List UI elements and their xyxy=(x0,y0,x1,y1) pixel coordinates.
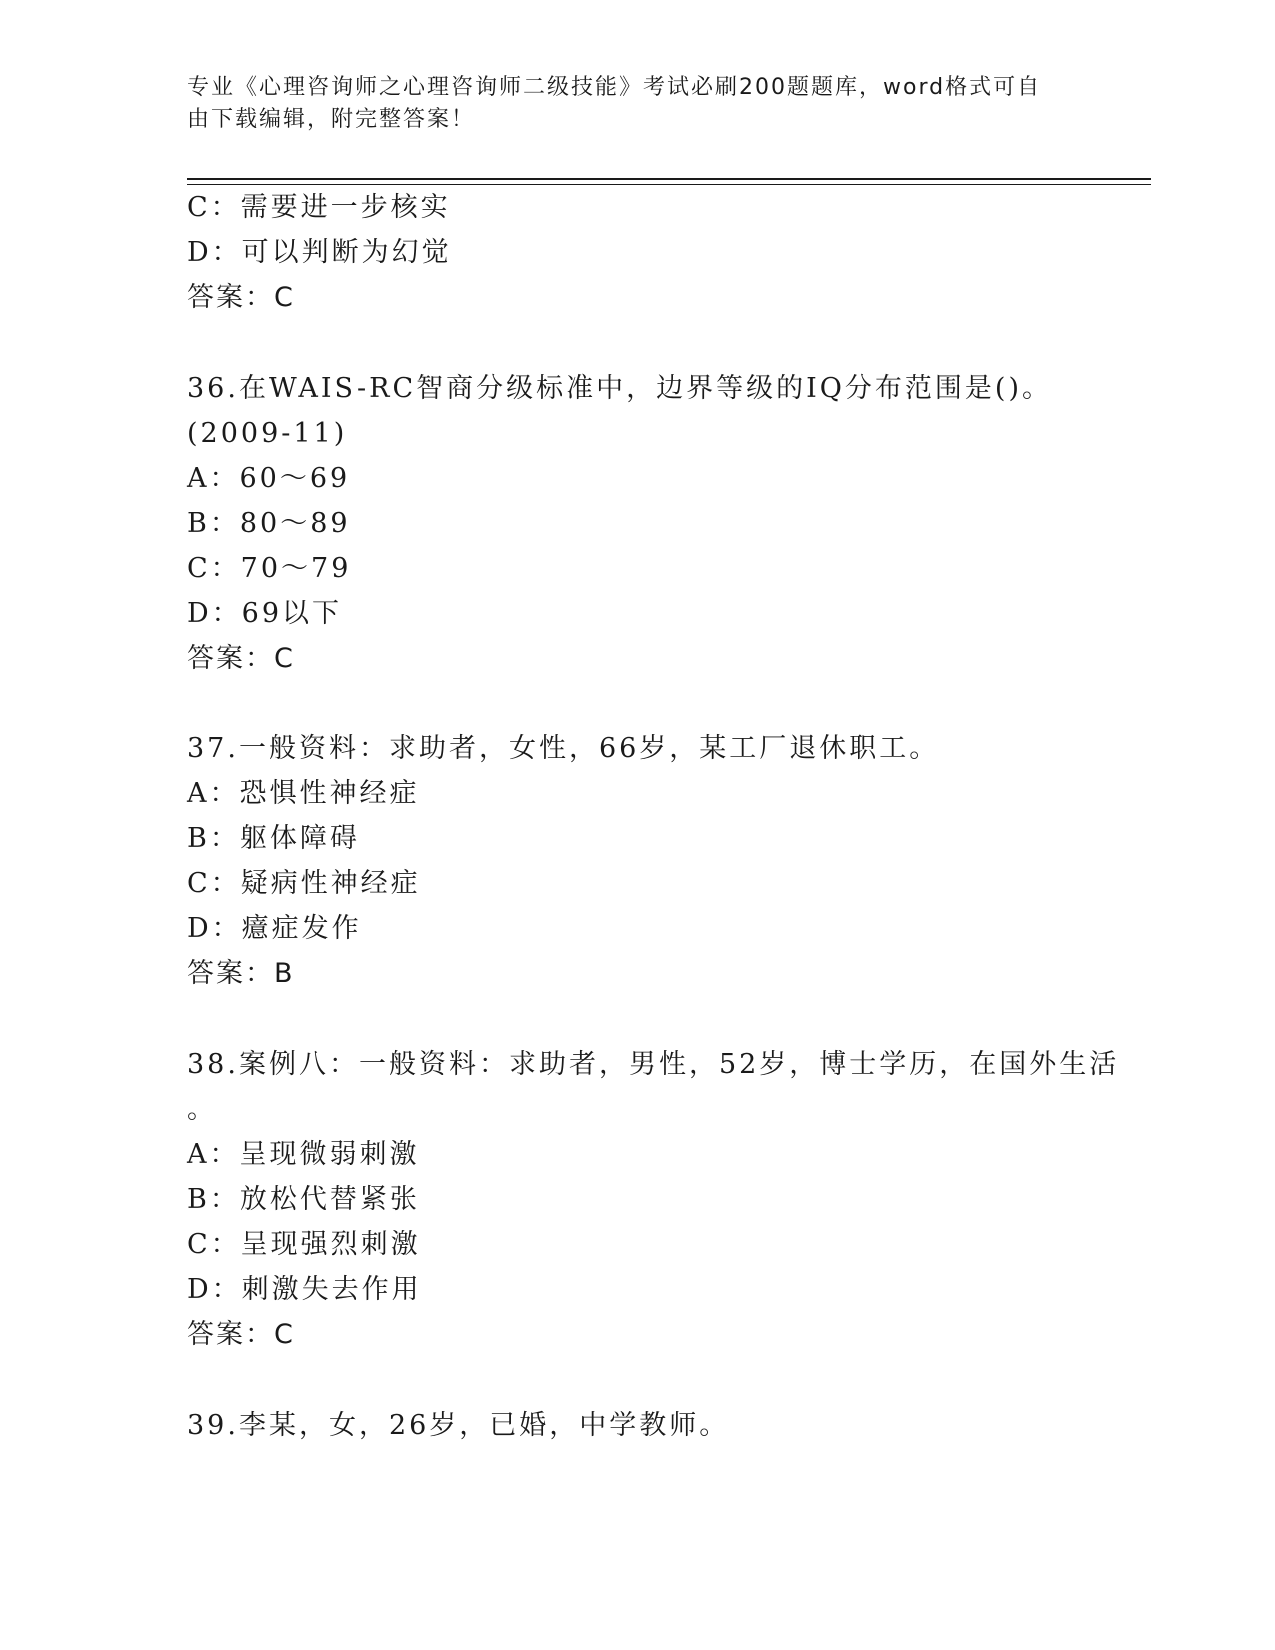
q35-answer: 答案：C xyxy=(187,282,295,313)
header-divider-thick xyxy=(187,178,1151,180)
q36-stem: 36.在WAIS-RC智商分级标准中，边界等级的IQ分布范围是()。 xyxy=(187,373,1052,404)
q37-option-c: C：疑病性神经症 xyxy=(187,868,421,899)
header-divider-thin xyxy=(187,184,1151,185)
header-line-1: 专业《心理咨询师之心理咨询师二级技能》考试必刷200题题库，word格式可自 xyxy=(187,75,1042,100)
q38-stem: 38.案例八：一般资料：求助者，男性，52岁，博士学历，在国外生活 xyxy=(187,1049,1120,1080)
q38-answer: 答案：C xyxy=(187,1319,295,1350)
header-line-2: 由下载编辑，附完整答案！ xyxy=(187,107,476,132)
q36-option-d: D：69以下 xyxy=(187,598,343,629)
q35-option-d: D：可以判断为幻觉 xyxy=(187,237,452,268)
q39-stem: 39.李某，女，26岁，已婚，中学教师。 xyxy=(187,1410,730,1441)
q37-option-a: A：恐惧性神经症 xyxy=(187,778,420,809)
q38-option-d: D：刺激失去作用 xyxy=(187,1274,422,1305)
document-header xyxy=(187,72,1067,136)
q38-option-a: A：呈现微弱刺激 xyxy=(187,1139,420,1170)
q36-stem-continued: (2009-11) xyxy=(187,418,348,449)
q36-option-a: A：60～69 xyxy=(187,463,351,494)
q35-option-c: C：需要进一步核实 xyxy=(187,192,451,223)
q37-option-b: B：躯体障碍 xyxy=(187,823,360,854)
q36-option-b: B：80～89 xyxy=(187,508,351,539)
q36-option-c: C：70～79 xyxy=(187,553,352,584)
q36-answer: 答案：C xyxy=(187,643,295,674)
q37-answer: 答案：B xyxy=(187,958,295,989)
q38-option-c: C：呈现强烈刺激 xyxy=(187,1229,421,1260)
q37-stem: 37.一般资料：求助者，女性，66岁，某工厂退休职工。 xyxy=(187,733,940,764)
q38-option-b: B：放松代替紧张 xyxy=(187,1184,420,1215)
q37-option-d: D：癔症发作 xyxy=(187,913,362,944)
q38-stem-continued: 。 xyxy=(187,1094,217,1125)
